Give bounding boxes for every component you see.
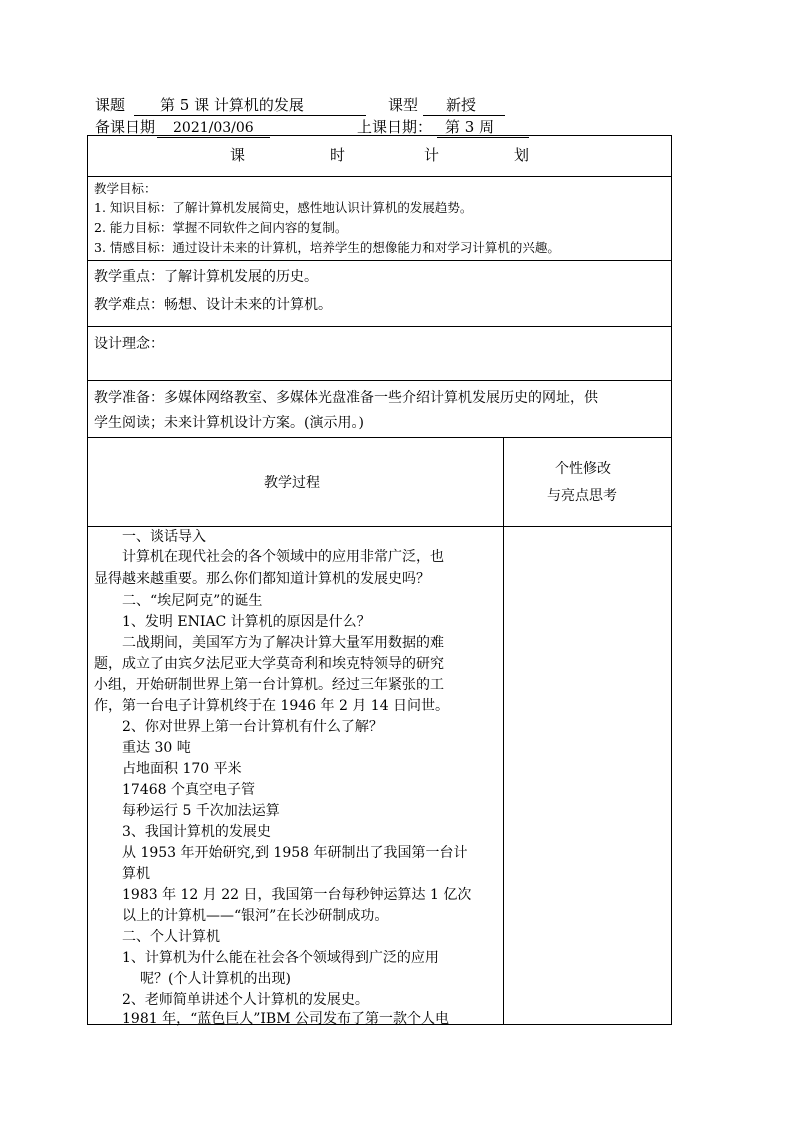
design-concept: 设计理念： (94, 336, 164, 352)
process-line: 3、我国计算机的发展史 (122, 824, 271, 840)
difficulty: 教学难点：畅想、设计未来的计算机。 (94, 297, 332, 313)
process-line: 二战期间，美国军方为了解决计算大量军用数据的难 (122, 635, 444, 651)
plan-title-char: 课 (230, 146, 246, 164)
process-header: 教学过程 (264, 475, 320, 491)
process-line: 17468 个真空电子管 (122, 782, 255, 798)
subject-label: 课题 (95, 96, 126, 114)
process-line: 二、“埃尼阿克”的诞生 (122, 593, 263, 609)
process-content (94, 528, 500, 1027)
preparation-line: 学生阅读；未来计算机设计方案。(演示用。) (94, 415, 364, 431)
subject-value: 第 5 课 计算机的发展 (134, 96, 366, 116)
lesson-type-value: 新授 (423, 96, 505, 116)
plan-title-char: 划 (514, 146, 530, 164)
table-divider (87, 526, 672, 527)
table-divider (87, 176, 672, 177)
process-line: 小组，开始研制世界上第一台计算机。经过三年紧张的工 (94, 677, 444, 693)
column-divider (503, 437, 504, 1025)
table-divider (87, 326, 672, 327)
objective-item: 3. 情感目标：通过设计未来的计算机，培养学生的想像能力和对学习计算机的兴趣。 (94, 240, 560, 255)
side-header-line: 个性修改 (555, 461, 611, 477)
key-point: 教学重点：了解计算机发展的历史。 (94, 269, 318, 285)
table-divider (87, 380, 672, 381)
plan-title-char: 时 (330, 146, 346, 164)
process-line: 2、你对世界上第一台计算机有什么了解？ (122, 719, 383, 735)
table-divider (87, 437, 672, 438)
process-line: 计算机在现代社会的各个领域中的应用非常广泛，也 (122, 549, 444, 565)
process-line: 显得越来越重要。那么你们都知道计算机的发展史吗？ (94, 571, 430, 587)
objective-item: 2. 能力目标：掌握不同软件之间内容的复制。 (94, 220, 348, 235)
process-line: 2、老师简单讲述个人计算机的发展史。 (122, 992, 369, 1008)
process-line: 1983 年 12 月 22 日，我国第一台每秒钟运算达 1 亿次 (122, 887, 472, 903)
prep-date-label: 备课日期 (95, 118, 156, 136)
side-header-line: 与亮点思考 (547, 488, 617, 504)
process-line: 算机 (122, 866, 150, 882)
process-line: 作，第一台电子计算机终于在 1946 年 2 月 14 日问世。 (94, 698, 450, 714)
preparation-line: 教学准备：多媒体网络教室、多媒体光盘准备一些介绍计算机发展历史的网址，供 (94, 390, 598, 406)
process-line: 占地面积 170 平米 (122, 761, 242, 777)
process-line: 以上的计算机——“银河”在长沙研制成功。 (122, 908, 389, 924)
objectives-title: 教学目标： (94, 181, 157, 196)
objective-item: 1. 知识目标：了解计算机发展简史，感性地认识计算机的发展趋势。 (94, 200, 473, 215)
class-date-label: 上课日期： (357, 118, 433, 136)
process-line: 1、发明 ENIAC 计算机的原因是什么？ (122, 614, 371, 630)
class-date-value: 第 3 周 (437, 118, 529, 138)
process-line: 题，成立了由宾夕法尼亚大学莫奇利和埃克特领导的研究 (94, 656, 444, 672)
process-line: 重达 30 吨 (122, 740, 191, 756)
process-line: 每秒运行 5 千次加法运算 (122, 803, 280, 819)
process-line: 1981 年，“蓝色巨人”IBM 公司发布了第一款个人电 (122, 1011, 449, 1027)
table-divider (87, 260, 672, 261)
process-line: 呢？(个人计算机的出现) (140, 971, 291, 987)
process-line: 1、计算机为什么能在社会各个领域得到广泛的应用 (122, 950, 439, 966)
lesson-type-label: 课型 (388, 96, 419, 114)
plan-title-char: 计 (424, 146, 440, 164)
process-line: 二、个人计算机 (122, 929, 220, 945)
process-line: 一、谈话导入 (122, 529, 206, 545)
prep-date-value: 2021/03/06 (157, 119, 270, 138)
process-line: 从 1953 年开始研究,到 1958 年研制出了我国第一台计 (122, 845, 468, 861)
